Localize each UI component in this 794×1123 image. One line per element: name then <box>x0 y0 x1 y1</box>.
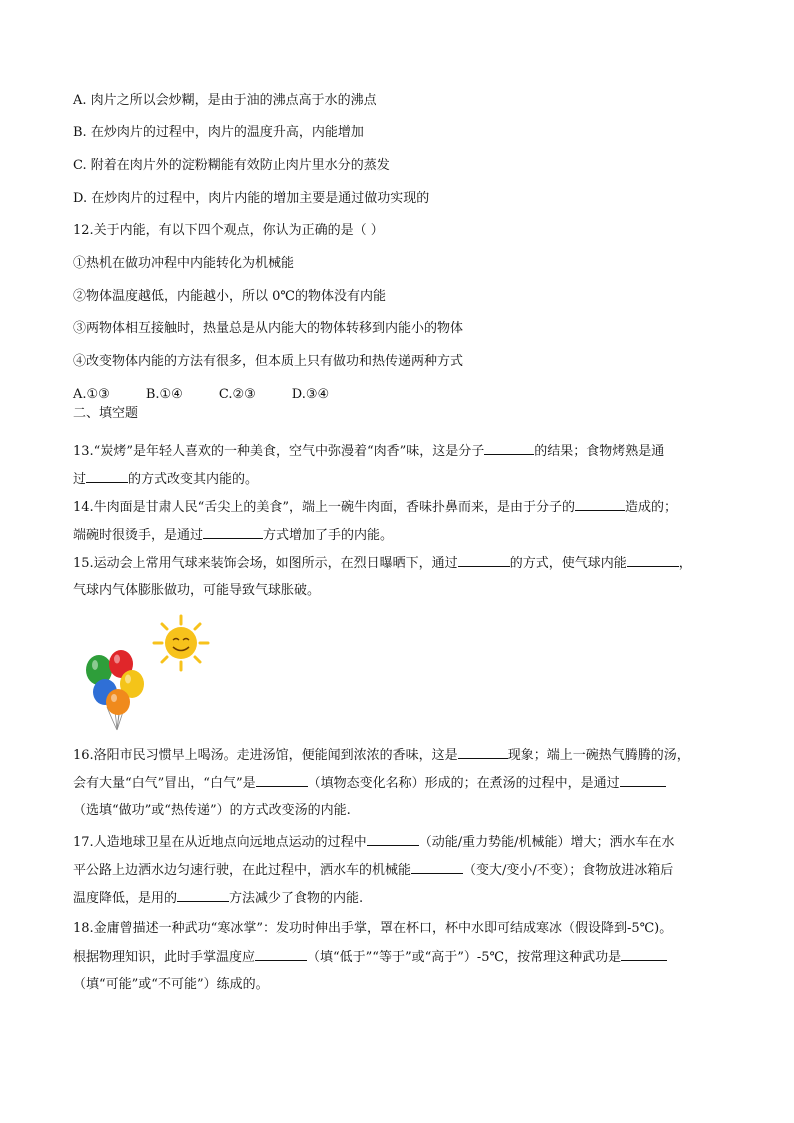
q17-line-2: 平公路上边洒水边匀速行驶，在此过程中，洒水车的机械能 （变大/变小/不变）；食物放进冰箱后 <box>73 863 674 878</box>
q13-line-2: 过 的方式改变其内能的。 <box>73 472 259 487</box>
q17-blank-2[interactable] <box>411 861 463 874</box>
q12-item-4: ④改变物体内能的方法有很多，但本质上只有做功和热传递两种方式 <box>73 354 464 369</box>
q17-line-3: 温度降低，是用的 方法减少了食物的内能. <box>73 891 364 906</box>
q18-line-2: 根据物理知识，此时手掌温度应 （填“低于”“等于”或“高于”）-5℃，按常理这种武功是 <box>73 948 667 967</box>
q12-item-1: ①热机在做功冲程中内能转化为机械能 <box>73 256 295 271</box>
q14-blank-1[interactable] <box>575 498 625 511</box>
q18-line-3: （填“可能”或“不可能”）练成的。 <box>73 977 269 992</box>
balloons-sun-illustration <box>81 612 211 732</box>
q13-blank-1[interactable] <box>484 442 534 455</box>
q12-item-3: ③两物体相互接触时，热量总是从内能大的物体转移到内能小的物体 <box>73 321 464 336</box>
q15-blank-2[interactable] <box>627 554 679 567</box>
q16-line-2: 会有大量“白气”冒出，“白气”是 （填物态变化名称）形成的；在煮汤的过程中，是通过 <box>73 774 666 793</box>
q11-option-a: A. 肉片之所以会炒糊，是由于油的沸点高于水的沸点 <box>73 93 377 108</box>
q18-blank-1[interactable] <box>255 948 307 961</box>
q15-line-2: 气球内气体膨胀做功，可能导致气球胀破。 <box>73 583 321 598</box>
q18-blank-2[interactable] <box>621 948 667 961</box>
q14-line-1: 14.牛肉面是甘肃人民“舌尖上的美食”，端上一碗牛肉面，香味扑鼻而来，是由于分子的 造成的； <box>73 500 677 515</box>
q17-line-1: 17.人造地球卫星在从近地点向远地点运动的过程中 （动能/重力势能/机械能）增大；洒水车在水 <box>73 835 675 850</box>
q16-blank-3[interactable] <box>620 774 666 787</box>
q16-blank-2[interactable] <box>256 774 308 787</box>
section-title: 二、填空题 <box>73 406 139 421</box>
q11-option-d: D. 在炒肉片的过程中，肉片内能的增加主要是通过做功实现的 <box>73 191 430 206</box>
q15-line-1: 15.运动会上常用气球来装饰会场，如图所示，在烈日曝晒下，通过 的方式，使气球内能 ， <box>73 556 692 571</box>
balloons-icon <box>86 650 144 730</box>
q16-line-1: 16.洛阳市民习惯早上喝汤。走进汤馆，便能闻到浓浓的香味，这是 现象；端上一碗热气腾腾的汤， <box>73 748 690 763</box>
balloons-sun-figure <box>81 612 211 732</box>
q12-stem: 12.关于内能，有以下四个观点，你认为正确的是（ ） <box>73 223 384 238</box>
q12-choice-b: B.①④ <box>145 387 183 402</box>
q17-blank-3[interactable] <box>177 889 229 902</box>
q14-blank-2[interactable] <box>203 526 263 539</box>
q15-blank-1[interactable] <box>458 554 510 567</box>
q12-choice-d: D.③④ <box>291 387 330 402</box>
q18-line-1: 18.金庸曾描述一种武功“寒冰掌”：发功时伸出手掌，罩在杯口，杯中水即可结成寒冰（假设降到-5℃)。 <box>73 921 673 936</box>
sun-icon <box>154 616 208 670</box>
q16-line-3: （选填“做功”或“热传递”）的方式改变汤的内能. <box>73 803 351 818</box>
q12-choice-c: C.②③ <box>218 387 256 402</box>
q13-line-1: 13.“炭烤”是年轻人喜欢的一种美食，空气中弥漫着“肉香”味，这是分子 的结果；食物烤熟是通 <box>73 444 665 459</box>
q17-blank-1[interactable] <box>367 833 419 846</box>
q12-choices <box>73 386 329 404</box>
q16-blank-1[interactable] <box>458 746 508 759</box>
q13-blank-2[interactable] <box>86 470 128 483</box>
q14-line-2: 端碗时很烫手，是通过 方式增加了手的内能。 <box>73 528 394 543</box>
q11-option-c: C. 附着在肉片外的淀粉糊能有效防止肉片里水分的蒸发 <box>73 158 390 173</box>
q11-option-b: B. 在炒肉片的过程中，肉片的温度升高，内能增加 <box>73 125 364 140</box>
q12-choice-a: A.①③ <box>73 387 110 402</box>
q12-item-2: ②物体温度越低，内能越小，所以 0℃的物体没有内能 <box>73 289 386 304</box>
